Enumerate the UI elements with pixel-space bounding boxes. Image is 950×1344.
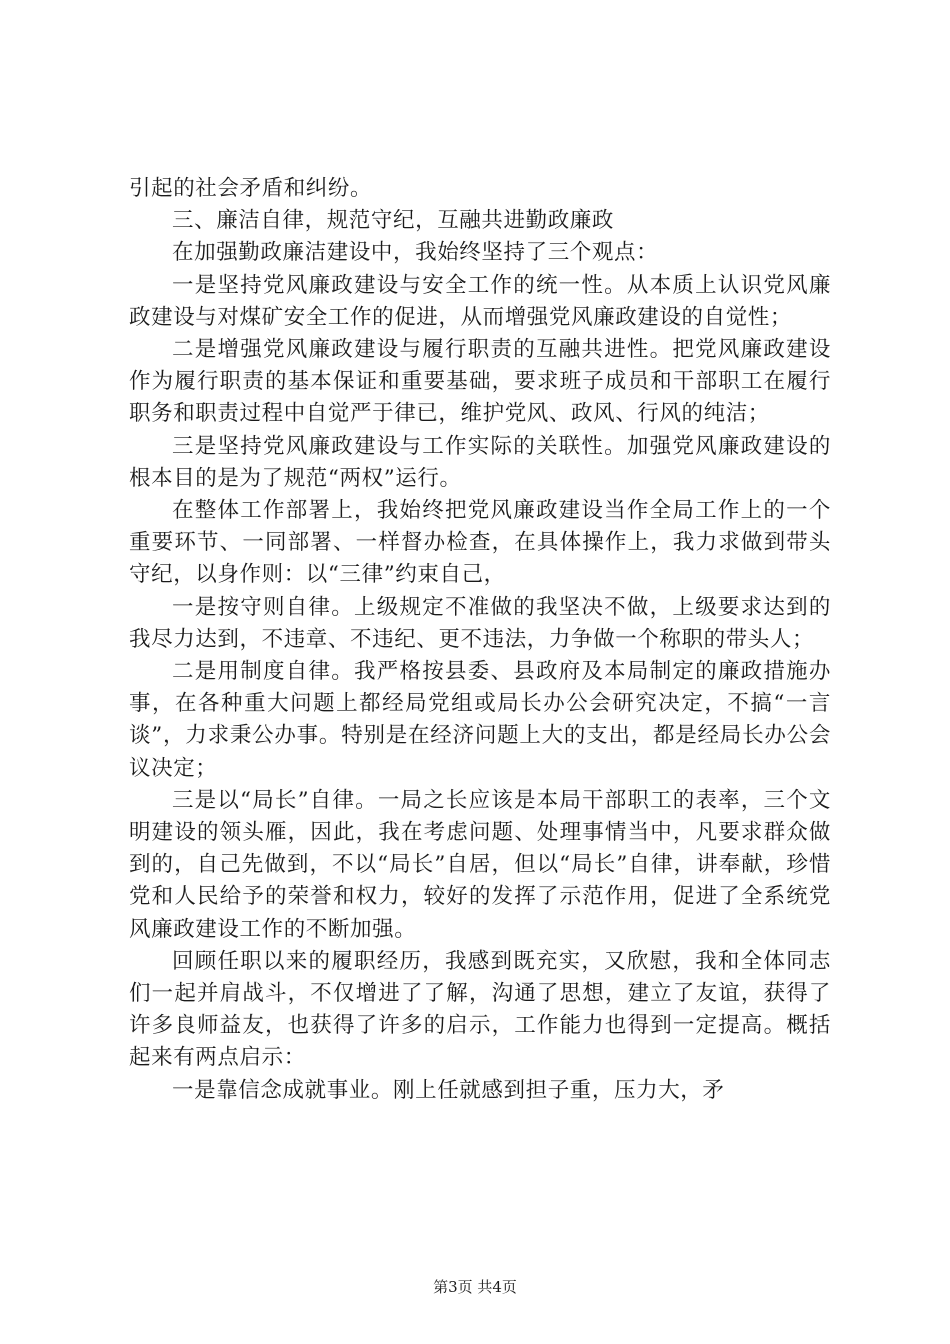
paragraph: 二是增强党风廉政建设与履行职责的互融共进性。把党风廉政建设作为履行职责的基本保证和重要基础，要求班子成员和干部职工在履行职务和职责过程中自觉严于律已，维护党风、政风、行风的纯洁； bbox=[129, 337, 831, 427]
paragraph: 二是用制度自律。我严格按县委、县政府及本局制定的廉政措施办事，在各种重大问题上都经局党组或局长办公会研究决定，不搞“一言谈”，力求秉公办事。特别是在经济问题上大的支出，都是经局长办公会议决定； bbox=[129, 659, 831, 781]
paragraph: 三是坚持党风廉政建设与工作实际的关联性。加强党风廉政建设的根本目的是为了规范“两权”运行。 bbox=[129, 433, 831, 491]
paragraph: 在加强勤政廉洁建设中，我始终坚持了三个观点： bbox=[172, 240, 659, 266]
paragraph: 一是按守则自律。上级规定不准做的我坚决不做，上级要求达到的我尽力达到，不违章、不违纪、更不违法，力争做一个称职的带头人； bbox=[129, 594, 831, 652]
page-footer: 第3页 共4页 bbox=[433, 1278, 517, 1296]
paragraph: 在整体工作部署上，我始终把党风廉政建设当作全局工作上的一个重要环节、一同部署、一样督办检查，在具体操作上，我力求做到带头守纪，以身作则：以“三律”约束自己， bbox=[129, 498, 831, 588]
paragraph: 回顾任职以来的履职经历，我感到既充实，又欣慰，我和全体同志们一起并肩战斗，不仅增进了了解，沟通了思想，建立了友谊，获得了许多良师益友，也获得了许多的启示，工作能力也得到一定提高。概括起来有两点启示： bbox=[129, 948, 831, 1071]
paragraph: 三是以“局长”自律。一局之长应该是本局干部职工的表率，三个文明建设的领头雁，因此，我在考虑问题、处理事情当中，凡要求群众做到的，自己先做到，不以“局长”自居，但以“局长”自律，讲奉献，珍惜党和人民给予的荣誉和权力，较好的发挥了示范作用，促进了全系统党风廉政建设工作的不断加强。 bbox=[129, 787, 831, 942]
paragraph: 引起的社会矛盾和纠纷。 bbox=[129, 176, 373, 201]
document-body bbox=[129, 173, 831, 1107]
paragraph: 一是坚持党风廉政建设与安全工作的统一性。从本质上认识党风廉政建设与对煤矿安全工作的促进，从而增强党风廉政建设的自觉性； bbox=[129, 272, 831, 330]
section-heading: 三、廉洁自律，规范守纪，互融共进勤政廉政 bbox=[172, 208, 615, 234]
paragraph: 一是靠信念成就事业。刚上任就感到担子重，压力大，矛 bbox=[172, 1077, 725, 1103]
